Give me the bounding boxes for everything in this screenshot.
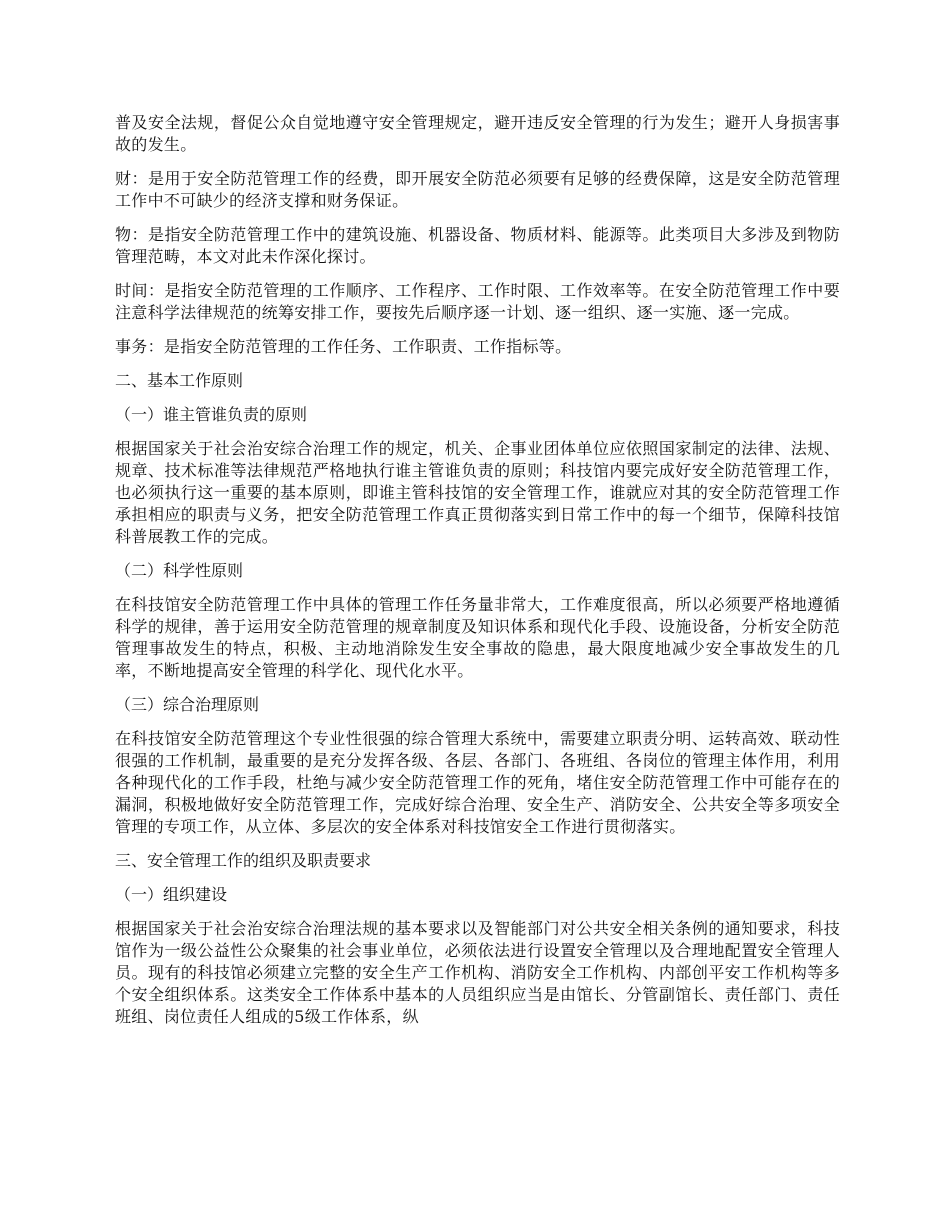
subsection-heading-responsibility: （一）谁主管谁负责的原则 <box>115 405 308 424</box>
paragraph-affairs: 事务：是指安全防范管理的工作任务、工作职责、工作指标等。 <box>115 337 572 356</box>
document-body <box>115 112 840 1040</box>
subsection-heading-org-building: （一）组织建设 <box>115 885 228 904</box>
paragraph-time: 时间：是指安全防范管理的工作顺序、工作程序、工作时限、工作效率等。在安全防范管理工作中要注意科学法律规范的统筹安排工作，要按先后顺序逐一计划、逐一组织、逐一实施、逐一完成。 <box>115 281 840 322</box>
subsection-heading-scientific: （二）科学性原则 <box>115 561 244 580</box>
paragraph-responsibility: 根据国家关于社会治安综合治理工作的规定，机关、企事业团体单位应依照国家制定的法律、法规、规章、技术标准等法律规范严格地执行谁主管谁负责的原则；科技馆内要完成好安全防范管理工作，也必须执行这一重要的基本原则，即谁主管科技馆的安全管理工作，谁就应对其的安全防范管理工作承担相应的职责与义务，把安全防范管理工作真正贯彻落实到日常工作中的每一个细节，保障科技馆科普展教工作的完成。 <box>115 439 840 546</box>
paragraph-org-building: 根据国家关于社会治安综合治理法规的基本要求以及智能部门对公共安全相关条例的通知要求，科技馆作为一级公益性公众聚集的社会事业单位，必须依法进行设置安全管理以及合理地配置安全管理人员。现有的科技馆必须建立完整的安全生产工作机构、消防安全工作机构、内部创平安工作机构等多个安全组织体系。这类安全工作体系中基本的人员组织应当是由馆长、分管副馆长、责任部门、责任班组、岗位责任人组成的5级工作体系，纵 <box>115 919 840 1026</box>
paragraph-materials: 物：是指安全防范管理工作中的建筑设施、机器设备、物质材料、能源等。此类项目大多涉及到物防管理范畴，本文对此未作深化探讨。 <box>115 225 840 266</box>
section-heading-organization: 三、安全管理工作的组织及职责要求 <box>115 851 372 870</box>
paragraph-comprehensive: 在科技馆安全防范管理这个专业性很强的综合管理大系统中，需要建立职责分明、运转高效、联动性很强的工作机制，最重要的是充分发挥各级、各层、各部门、各班组、各岗位的管理主体作用，利用各种现代化的工作手段，杜绝与减少安全防范管理工作的死角，堵住安全防范管理工作中可能存在的漏洞，积极地做好安全防范管理工作，完成好综合治理、安全生产、消防安全、公共安全等多项安全管理的专项工作，从立体、多层次的安全体系对科技馆安全工作进行贯彻落实。 <box>115 729 840 836</box>
paragraph-scientific: 在科技馆安全防范管理工作中具体的管理工作任务量非常大，工作难度很高，所以必须要严格地遵循科学的规律，善于运用安全防范管理的规章制度及知识体系和现代化手段、设施设备，分析安全防范管理事故发生的特点，积极、主动地消除发生安全事故的隐患，最大限度地减少安全事故发生的几率，不断地提高安全管理的科学化、现代化水平。 <box>115 595 840 680</box>
subsection-heading-comprehensive: （三）综合治理原则 <box>115 695 260 714</box>
paragraph-finance: 财：是用于安全防范管理工作的经费，即开展安全防范必须要有足够的经费保障，这是安全防范管理工作中不可缺少的经济支撑和财务保证。 <box>115 169 840 210</box>
paragraph-safety-laws: 普及安全法规，督促公众自觉地遵守安全管理规定，避开违反安全管理的行为发生；避开人身损害事故的发生。 <box>115 113 840 154</box>
section-heading-basic-principles: 二、基本工作原则 <box>115 371 244 390</box>
